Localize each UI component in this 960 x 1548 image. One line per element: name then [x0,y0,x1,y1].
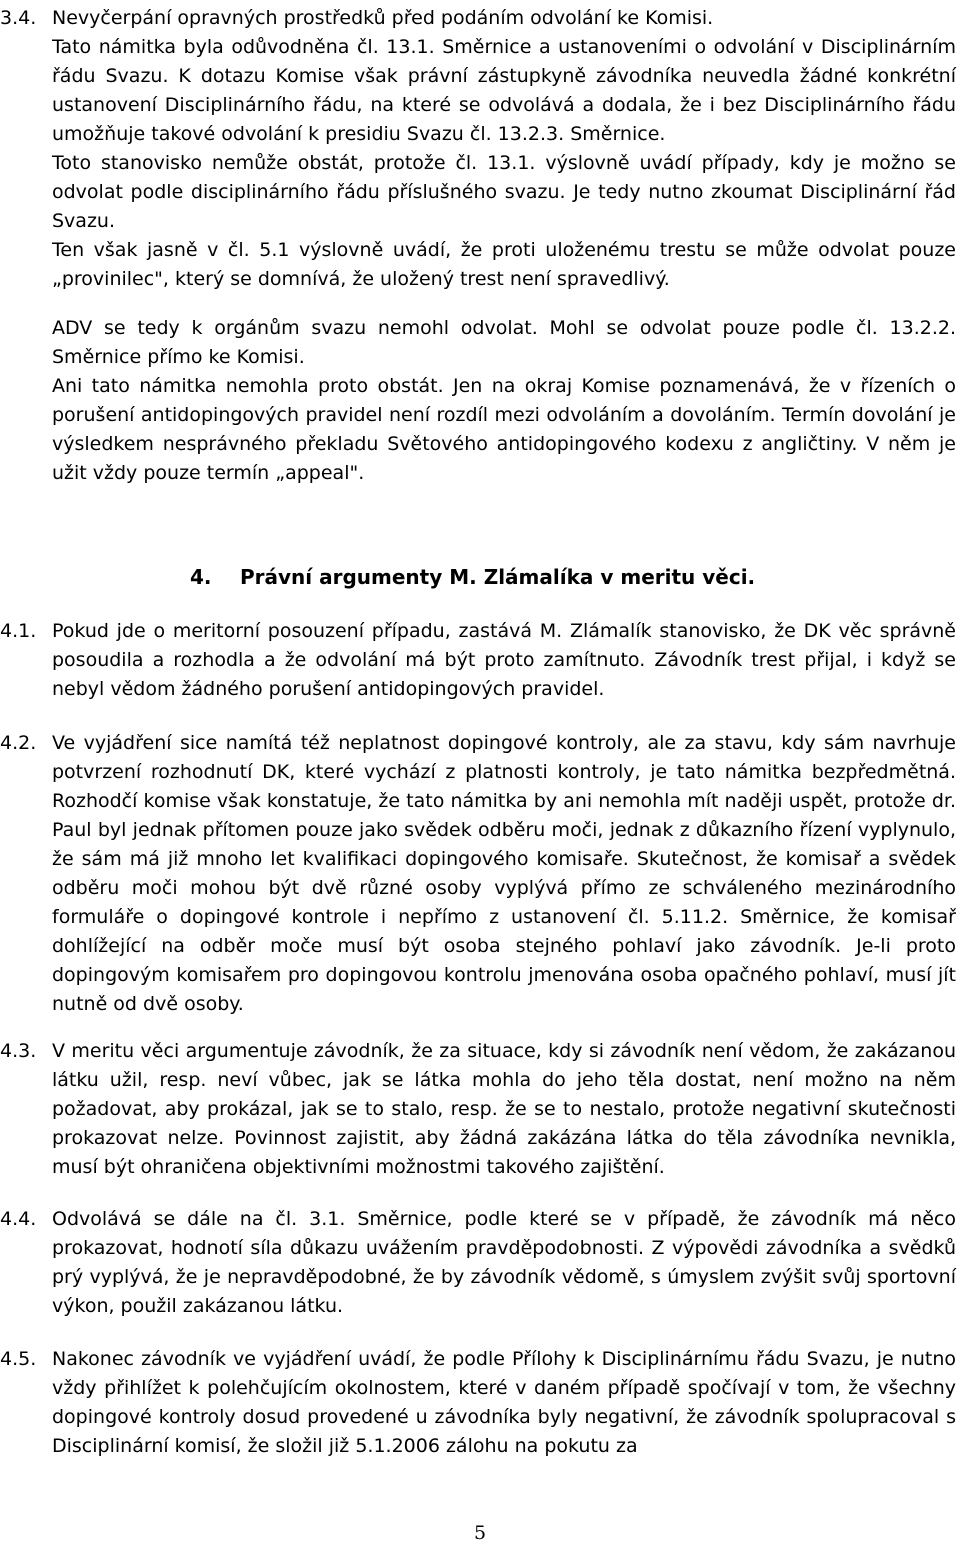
paragraph: Tato námitka byla odůvodněna čl. 13.1. Směrnice a ustanoveními o odvolání v Disciplinárním řádu Svazu. K dotazu Komise však právní zástupkyně závodníka neuvedla žádné konkrétní ustanovení Disciplinárního řádu, na které se odvolává a dodala, že i bez Disciplinárního řádu umožňuje takové odvolání k presidiu Svazu čl. 13.2.3. Směrnice. [52,36,956,145]
item-number: 4.1. [0,620,37,642]
section-heading [190,563,755,592]
section-3-4 [0,4,956,488]
paragraph: Ani tato námitka nemohla proto obstát. Jen na okraj Komise poznamenává, že v řízeních o porušení antidopingových pravidel není rozdíl mezi odvoláním a dovoláním. Termín dovolání je výsledkem nesprávného překladu Světového antidopingového kodexu z angličtiny. V něm je užit vždy pouze termín „appeal". [52,375,956,484]
section-title: Nevyčerpání opravných prostředků před podáním odvolání ke Komisi. [52,7,714,29]
item-text: Nakonec závodník ve vyjádření uvádí, že podle Přílohy k Disciplinárnímu řádu Svazu, je nutno vždy přihlížet k polehčujícím okolnostem, které v daném případě spočívají v tom, že všechny dopingové kontroly dosud provedené u závodníka byly negativní, že závodník spolupracoval s Disciplinární komisí, že složil již 5.1.2006 zálohu na pokutu za [52,1348,956,1457]
paragraph: Ten však jasně v čl. 5.1 výslovně uvádí, že proti uloženému trestu se může odvolat pouze „provinilec", který se domnívá, že uložený trest není spravedlivý. [52,239,956,290]
item-text: Pokud jde o meritorní posouzení případu, zastává M. Zlámalík stanovisko, že DK věc správně posoudila a rozhodla a že odvolání má být proto zamítnuto. Závodník trest přijal, i když se nebyl vědom žádného porušení antidopingových pravidel. [52,620,956,700]
paragraph: ADV se tedy k orgánům svazu nemohl odvolat. Mohl se odvolat pouze podle čl. 13.2.2. Směrnice přímo ke Komisi. [52,317,956,368]
item-number: 4.3. [0,1040,37,1062]
item-text: Ve vyjádření sice namítá též neplatnost dopingové kontroly, ale za stavu, kdy sám navrhuje potvrzení rozhodnutí DK, které vychází z platnosti kontroly, je tato námitka bezpředmětná. Rozhodčí komise však konstatuje, že tato námitka by ani nemohla mít naději uspět, protože dr. Paul byl jednak přítomen pouze jako svědek odběru moči, jednak z důkazního řízení vyplynulo, že sám má již mnoho let kvalifikaci dopingového komisaře. Skutečnost, že komisař a svědek odběru moči mohou být dvě různé osoby vyplývá přímo ze schváleného mezinárodního formuláře o dopingové kontrole i nepřímo z ustanovení čl. 5.11.2. Směrnice, že komisař dohlížející na odběr moče musí být osoba stejného pohlaví jako závodník. Je-li proto dopingovým komisařem pro dopingovou kontrolu jmenována osoba opačného pohlaví, musí jít nutně od dvě osoby. [52,732,956,1015]
item-4-4 [0,1205,956,1321]
item-4-3 [0,1037,956,1182]
item-4-5 [0,1345,956,1461]
section-number: 3.4. [0,7,37,29]
item-number: 4.2. [0,732,37,754]
item-text: Odvolává se dále na čl. 3.1. Směrnice, podle které se v případě, že závodník má něco prokazovat, hodnotí síla důkazu uvážením pravděpodobnosti. Z výpovědi závodníka a svědků prý vyplývá, že je nepravděpodobné, že by závodník vědomě, s úmyslem zvýšit svůj sportovní výkon, použil zakázanou látku. [52,1208,956,1317]
item-number: 4.4. [0,1208,37,1230]
item-4-1 [0,617,956,704]
item-text: V meritu věci argumentuje závodník, že za situace, kdy si závodník není vědom, že zakázanou látku užil, resp. neví vůbec, jak se látka mohla do jeho těla dostat, není možno na něm požadovat, aby prokázal, jak se to stalo, resp. že se to nestalo, protože negativní skutečnosti prokazovat nelze. Povinnost zajistit, aby žádná zakázána látka do těla závodníka nevnikla, musí být ohraničena objektivními možnostmi takového zajištění. [52,1040,956,1178]
heading-number: 4. [190,565,212,589]
heading-title: Právní argumenty M. Zlámalíka v meritu věci. [240,565,756,589]
paragraph: Toto stanovisko nemůže obstát, protože čl. 13.1. výslovně uvádí případy, kdy je možno se odvolat podle disciplinárního řádu příslušného svazu. Je tedy nutno zkoumat Disciplinární řád Svazu. [52,152,956,232]
item-number: 4.5. [0,1348,37,1370]
item-4-2 [0,729,956,1019]
page-number: 5 [473,1522,487,1544]
